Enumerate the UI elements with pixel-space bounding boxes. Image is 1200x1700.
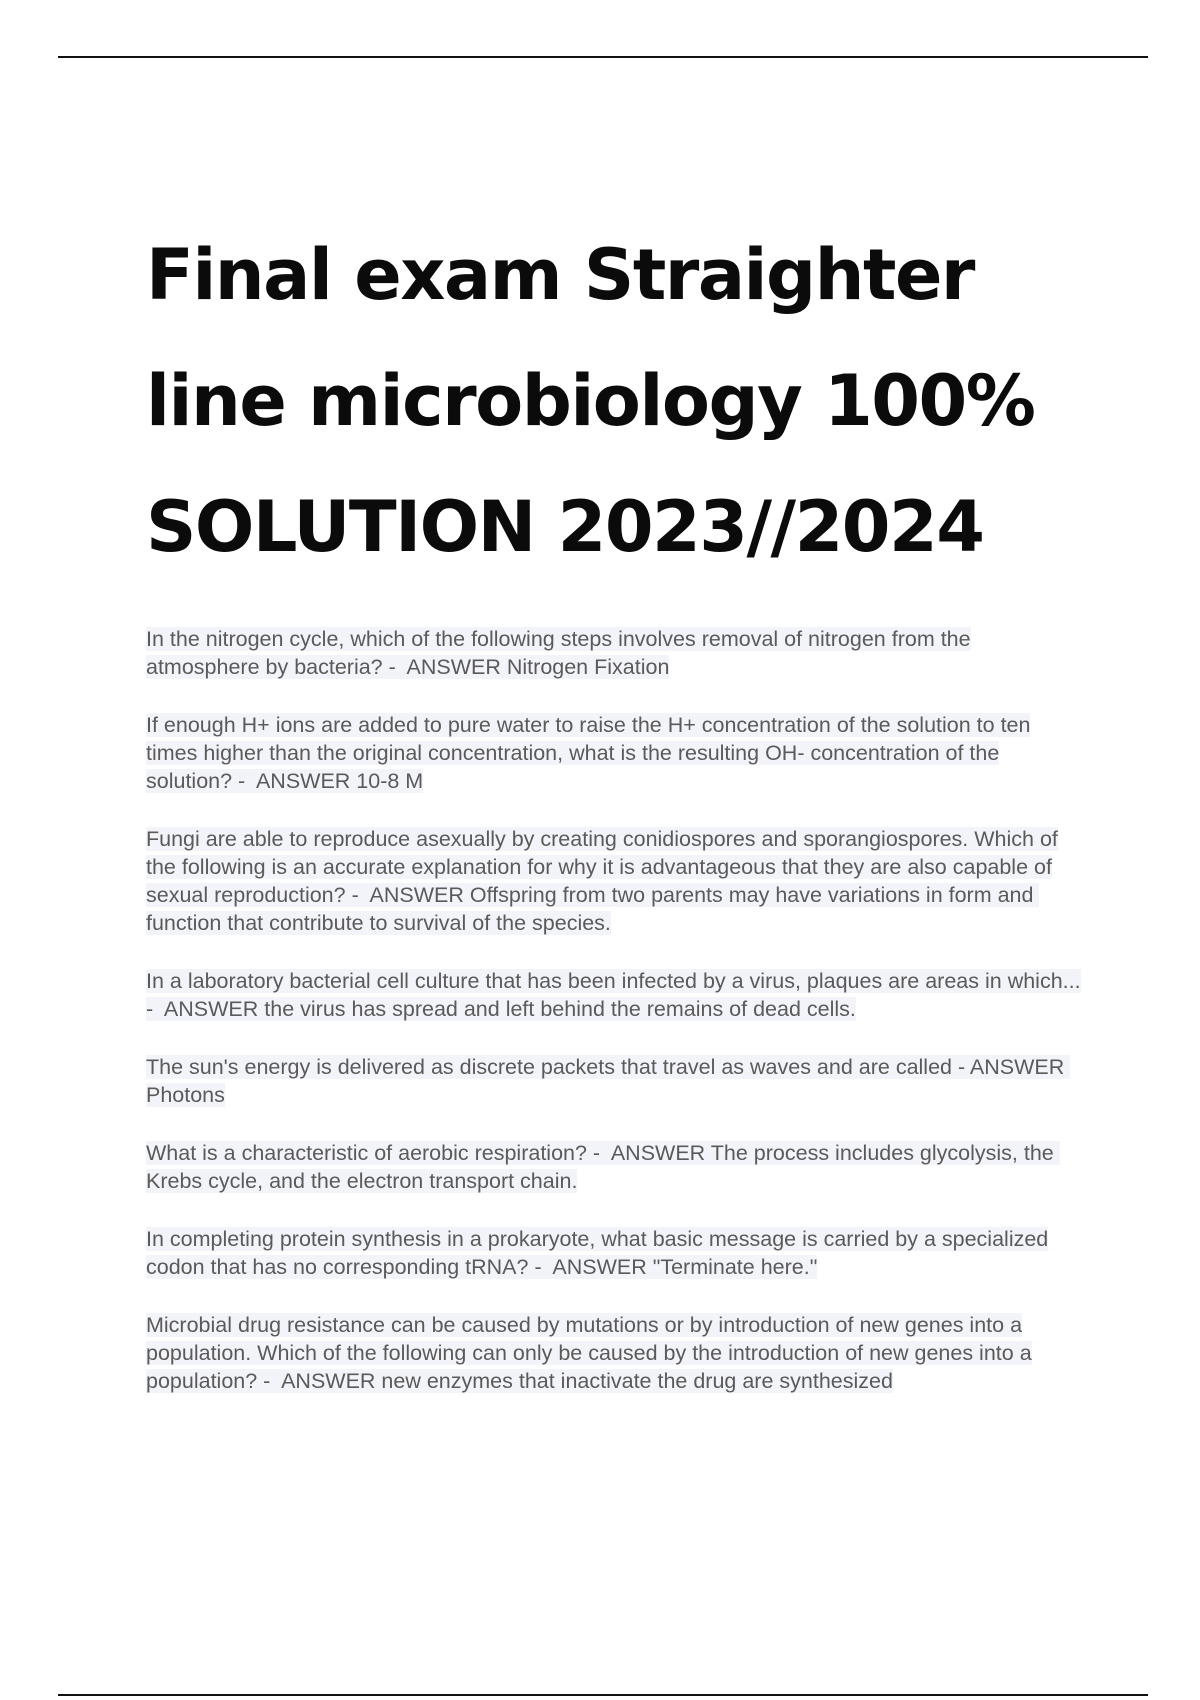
question-text: In completing protein synthesis in a prokaryote, what basic message is carried by a specialized codon that has no corresponding tRNA? - xyxy=(146,1227,1049,1279)
answer-text: ANSWER Photons xyxy=(146,1055,1071,1107)
question-text: The sun's energy is delivered as discrete packets that travel as waves and are called - xyxy=(146,1055,970,1079)
header-rule xyxy=(58,56,1148,58)
qa-item xyxy=(146,1225,1086,1281)
document-title xyxy=(146,212,1146,590)
title-line: line microbiology 100% xyxy=(146,360,1035,442)
question-text: If enough H+ ions are added to pure water to raise the H+ concentration of the solution to ten times higher than the original concentration, what is the resulting OH- concentration of the solution? - xyxy=(146,713,1031,793)
qa-item xyxy=(146,1139,1086,1195)
qa-item xyxy=(146,967,1086,1023)
question-text: Microbial drug resistance can be caused by mutations or by introduction of new genes into a population. Which of the following can only be caused by the introduction of new genes into a population? - xyxy=(146,1313,1032,1393)
qa-item xyxy=(146,711,1086,795)
title-line: SOLUTION 2023//2024 xyxy=(146,486,984,568)
question-text: In a laboratory bacterial cell culture that has been infected by a virus, plaques are areas in which... - xyxy=(146,969,1081,1021)
answer-text: ANSWER 10-8 M xyxy=(251,769,424,793)
question-text: What is a characteristic of aerobic respiration? - xyxy=(146,1141,607,1165)
qa-item xyxy=(146,625,1086,681)
qa-item xyxy=(146,1311,1086,1395)
footer-rule xyxy=(58,1694,1148,1696)
answer-text: ANSWER new enzymes that inactivate the drug are synthesized xyxy=(276,1369,893,1393)
qa-item xyxy=(146,825,1086,937)
answer-text: ANSWER the virus has spread and left behind the remains of dead cells. xyxy=(159,997,856,1021)
answer-text: ANSWER The process includes glycolysis, the Krebs cycle, and the electron transport chain. xyxy=(146,1141,1060,1193)
question-answer-list xyxy=(146,625,1086,1425)
question-text: Fungi are able to reproduce asexually by creating conidiospores and sporangiospores. Which of the following is an accurate explanation for why it is advantageous that they are also capable of sexual reproduction? - xyxy=(146,827,1058,907)
title-line: Final exam Straighter xyxy=(146,234,974,316)
question-text: In the nitrogen cycle, which of the following steps involves removal of nitrogen from the atmosphere by bacteria? - xyxy=(146,627,971,679)
answer-text: ANSWER Offspring from two parents may have variations in form and function that contribute to survival of the species. xyxy=(146,883,1040,935)
answer-text: ANSWER Nitrogen Fixation xyxy=(401,655,670,679)
qa-item xyxy=(146,1053,1086,1109)
answer-text: ANSWER "Terminate here." xyxy=(547,1255,818,1279)
